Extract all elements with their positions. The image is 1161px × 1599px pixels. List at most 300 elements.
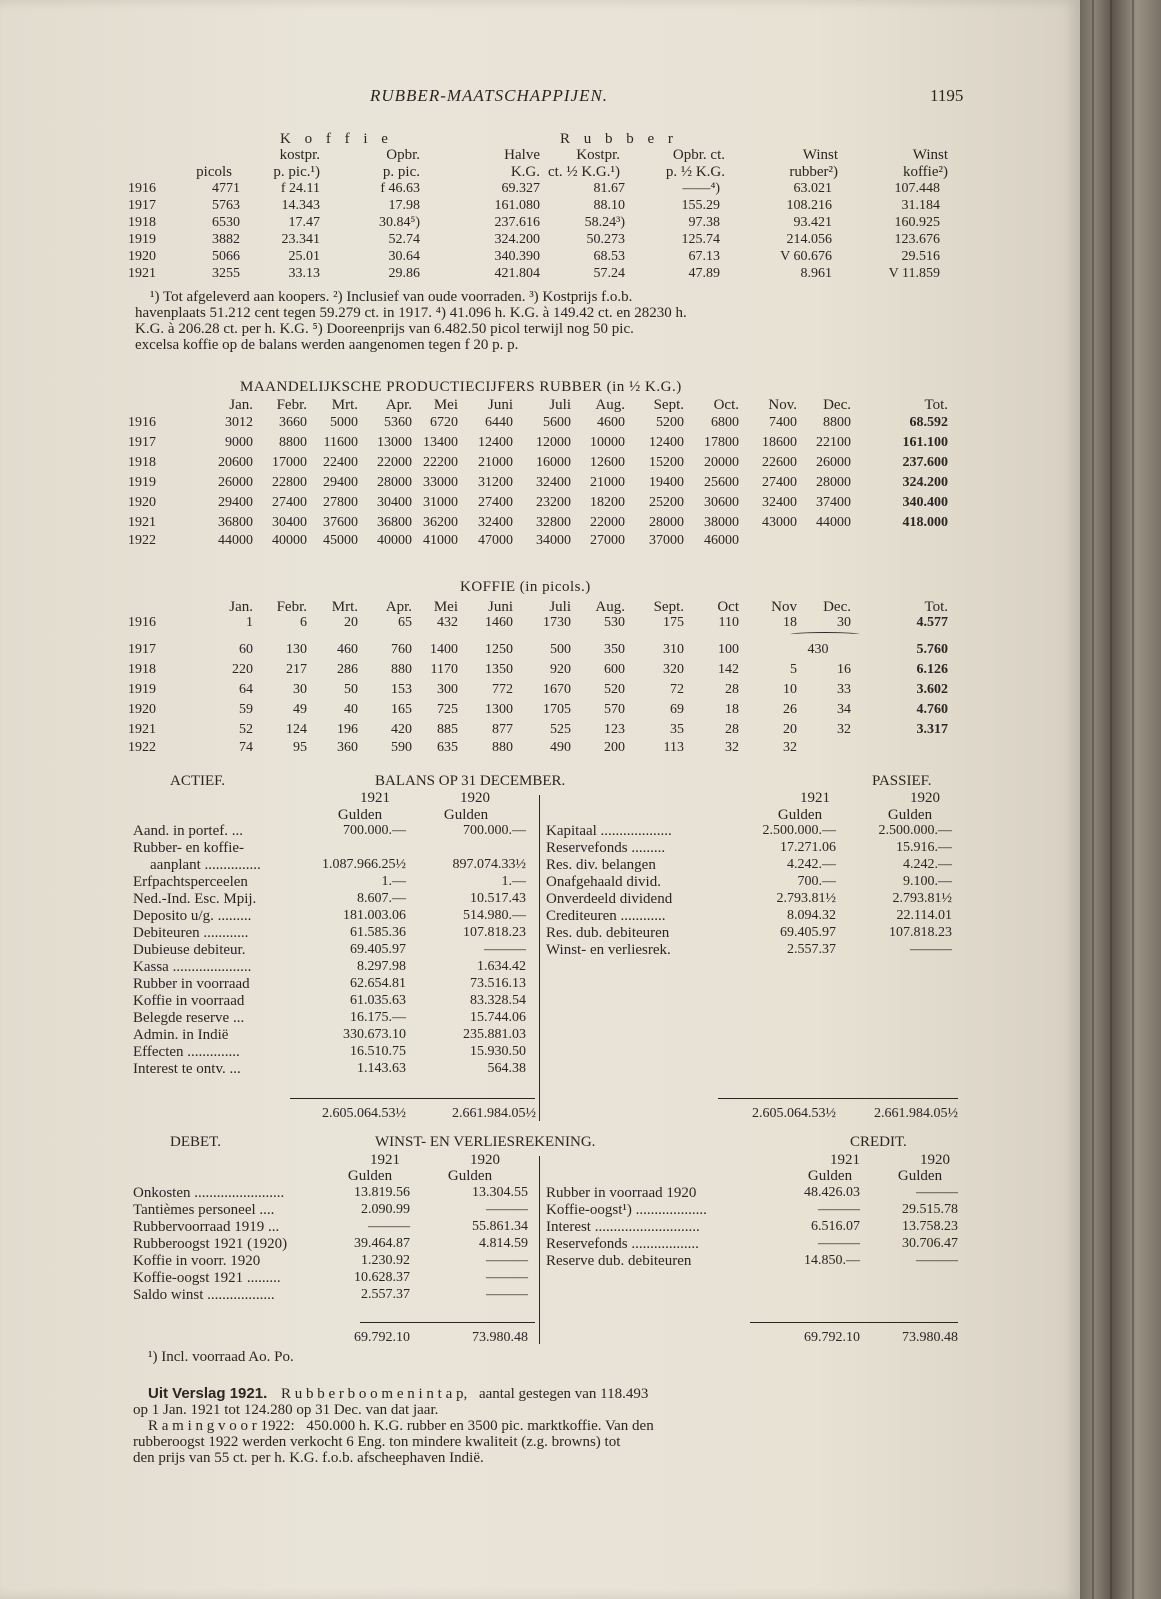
table-cell: 217 xyxy=(286,662,307,677)
column-header: Opbr. xyxy=(386,147,420,163)
unit-header: Gulden xyxy=(897,1168,943,1184)
asset-value-1921: 330.673.10 xyxy=(343,1027,406,1042)
table-cell: 27400 xyxy=(272,495,307,510)
table-cell: 113 xyxy=(663,740,684,755)
page-header-title: RUBBER-MAATSCHAPPIJEN. xyxy=(370,86,609,105)
table-cell: 58.24³) xyxy=(584,215,625,230)
liability-label: Res. div. belangen xyxy=(546,857,656,873)
debet-label: Saldo winst .................. xyxy=(133,1287,275,1303)
table-cell: 161.080 xyxy=(494,198,540,213)
asset-value-1920: 83.328.54 xyxy=(470,993,526,1008)
year-cell: 1921 xyxy=(128,515,156,530)
table-cell: 6.126 xyxy=(916,662,948,677)
table-cell: 65 xyxy=(398,615,412,630)
table-cell: 57.24 xyxy=(593,266,625,281)
column-header: koffie²) xyxy=(902,164,948,180)
merged-cell: 430 xyxy=(807,642,829,657)
debet-value-1921: 1.230.92 xyxy=(361,1253,410,1268)
table-cell: 220 xyxy=(232,662,253,677)
asset-value-1921: 61.035.63 xyxy=(350,993,406,1008)
unit-header: Gulden xyxy=(447,1168,493,1184)
asset-value-1920: 1.634.42 xyxy=(477,959,526,974)
table-cell: 88.10 xyxy=(593,198,625,213)
debet-label: Onkosten ........................ xyxy=(133,1185,285,1201)
table-cell: 22800 xyxy=(272,475,307,490)
table-cell: 47.89 xyxy=(688,266,720,281)
table-cell: 26000 xyxy=(218,475,253,490)
pl-left-title: DEBET. xyxy=(170,1134,221,1150)
table-cell: 130 xyxy=(286,642,307,657)
total-rule xyxy=(290,1098,535,1099)
total-1921: 2.605.064.53½ xyxy=(752,1106,836,1121)
table-cell: 3882 xyxy=(212,232,240,247)
table-cell: 33 xyxy=(837,682,851,697)
table-cell: 7400 xyxy=(769,415,797,430)
table-cell: 36800 xyxy=(218,515,253,530)
liability-label: Kapitaal ................... xyxy=(546,823,672,839)
table-cell: 123.676 xyxy=(894,232,940,247)
table-cell: 17800 xyxy=(704,435,739,450)
asset-label: Erfpachtsperceelen xyxy=(133,874,248,890)
liability-value-1921: 4.242.— xyxy=(787,857,836,872)
report-spaced-phrase: R u b b e r b o o m e n i n t a p, xyxy=(281,1386,468,1402)
koffie-group-label: K o f f i e xyxy=(280,131,393,147)
asset-value-1920: 73.516.13 xyxy=(470,976,526,991)
table-cell: 20000 xyxy=(704,455,739,470)
unit-header: Gulden xyxy=(347,1168,393,1184)
month-header: Nov xyxy=(771,599,797,615)
table-cell: 50.273 xyxy=(586,232,625,247)
table-cell: 6720 xyxy=(430,415,458,430)
table-cell: 30400 xyxy=(377,495,412,510)
total-1920: 73.980.48 xyxy=(902,1330,958,1345)
month-header: Tot. xyxy=(924,397,948,413)
table-cell: 19400 xyxy=(649,475,684,490)
month-header: Mrt. xyxy=(331,397,358,413)
credit-value-1920: 13.758.23 xyxy=(902,1219,958,1234)
footnote-line: excelsa koffie op de balans werden aangenomen tegen f 20 p. p. xyxy=(135,337,519,353)
credit-value-1921: 14.850.— xyxy=(804,1253,860,1268)
month-header: Febr. xyxy=(276,397,307,413)
table-cell: 772 xyxy=(492,682,513,697)
table-cell: 28000 xyxy=(377,475,412,490)
debet-value-1921: 2.557.37 xyxy=(361,1287,410,1302)
table-cell: 5.760 xyxy=(916,642,948,657)
table-cell: 570 xyxy=(604,702,625,717)
column-header: ct. ½ K.G.¹) xyxy=(548,164,620,180)
year-header: 1921 xyxy=(830,1152,860,1168)
table-cell: 13000 xyxy=(377,435,412,450)
column-divider xyxy=(539,795,540,1121)
table-cell: 37400 xyxy=(816,495,851,510)
table-cell: 22400 xyxy=(323,455,358,470)
table-cell: 27400 xyxy=(762,475,797,490)
table-cell: 40000 xyxy=(272,533,307,548)
total-rule xyxy=(750,1322,958,1323)
table-cell: ——⁴) xyxy=(682,181,720,196)
asset-label: Belegde reserve ... xyxy=(133,1010,245,1026)
table-cell: 37000 xyxy=(649,533,684,548)
table-cell: 6440 xyxy=(485,415,513,430)
debet-label: Rubberoogst 1921 (1920) xyxy=(133,1236,288,1252)
table-cell: 25200 xyxy=(649,495,684,510)
table-cell: 3.602 xyxy=(916,682,948,697)
column-header: Opbr. ct. xyxy=(672,147,725,163)
year-header: 1920 xyxy=(920,1152,950,1168)
table-cell: 38000 xyxy=(704,515,739,530)
table-cell: 69 xyxy=(670,702,684,717)
table-cell: 26000 xyxy=(816,455,851,470)
table-cell: 22200 xyxy=(423,455,458,470)
table-cell: 17000 xyxy=(272,455,307,470)
table-cell: 125.74 xyxy=(681,232,720,247)
table-cell: 124 xyxy=(286,722,307,737)
table-cell: 324.200 xyxy=(902,475,948,490)
asset-label: Kassa ..................... xyxy=(133,959,252,975)
year-cell: 1919 xyxy=(128,475,156,490)
liability-value-1921: 17.271.06 xyxy=(780,840,836,855)
table-cell: 68.592 xyxy=(909,415,948,430)
rubber-group-label: R u b b e r xyxy=(560,131,678,147)
table-cell: 920 xyxy=(550,662,571,677)
table-cell: 16000 xyxy=(536,455,571,470)
table-cell: 20 xyxy=(783,722,797,737)
table-cell: 52 xyxy=(239,722,253,737)
table-cell: 60 xyxy=(239,642,253,657)
table-cell: 5066 xyxy=(212,249,240,264)
column-header: picols xyxy=(196,164,232,180)
debet-value-1920: ——— xyxy=(486,1270,528,1285)
asset-value-1920: 700.000.— xyxy=(463,823,526,838)
year-cell: 1918 xyxy=(128,455,156,470)
credit-label: Interest ............................ xyxy=(546,1219,700,1235)
asset-value-1921: 16.510.75 xyxy=(350,1044,406,1059)
month-header: Jan. xyxy=(229,397,253,413)
table-cell: 310 xyxy=(663,642,684,657)
year-cell: 1916 xyxy=(128,415,156,430)
report-text: aantal gestegen van 118.493 xyxy=(478,1386,649,1402)
liability-value-1920: 2.793.81½ xyxy=(892,891,952,906)
table-cell: 63.021 xyxy=(793,181,832,196)
table-cell: 32400 xyxy=(536,475,571,490)
table-cell: 4.760 xyxy=(916,702,948,717)
table-cell: 36800 xyxy=(377,515,412,530)
table-cell: 35 xyxy=(670,722,684,737)
debet-value-1920: 13.304.55 xyxy=(472,1185,528,1200)
table-cell: 13400 xyxy=(423,435,458,450)
table-cell: 100 xyxy=(718,642,739,657)
table-cell: 460 xyxy=(337,642,358,657)
table-cell: 64 xyxy=(239,682,253,697)
debet-label: Koffie in voorr. 1920 xyxy=(133,1253,261,1269)
table-cell: 21000 xyxy=(478,455,513,470)
table-cell: 12600 xyxy=(590,455,625,470)
table-cell: 108.216 xyxy=(786,198,832,213)
credit-value-1920: ——— xyxy=(916,1253,958,1268)
asset-value-1920: 897.074.33½ xyxy=(452,857,526,872)
year-header: 1921 xyxy=(800,790,830,806)
table-cell: 37600 xyxy=(323,515,358,530)
asset-value-1920: 15.744.06 xyxy=(470,1010,526,1025)
table-cell: 12400 xyxy=(478,435,513,450)
asset-value-1921: 1.— xyxy=(381,874,406,889)
asset-value-1921: 16.175.— xyxy=(350,1010,406,1025)
liability-label: Crediteuren ............ xyxy=(546,908,666,924)
table-cell: 29.86 xyxy=(388,266,420,281)
column-divider xyxy=(539,1156,540,1344)
table-cell: 161.100 xyxy=(902,435,948,450)
asset-value-1921: 62.654.81 xyxy=(350,976,406,991)
table-cell: 320 xyxy=(663,662,684,677)
table-cell: 30.64 xyxy=(388,249,420,264)
liability-label: Onafgehaald divid. xyxy=(546,874,661,890)
table-cell: 27000 xyxy=(590,533,625,548)
table-cell: 1460 xyxy=(485,615,513,630)
year-cell: 1916 xyxy=(128,181,156,196)
table-cell: 40000 xyxy=(377,533,412,548)
table-cell: 14.343 xyxy=(281,198,320,213)
unit-header: Gulden xyxy=(337,807,383,823)
table-cell: 29.516 xyxy=(901,249,940,264)
month-header: Juli xyxy=(549,397,571,413)
table-cell: 1250 xyxy=(485,642,513,657)
asset-label: Admin. in Indië xyxy=(133,1027,229,1043)
table-cell: 155.29 xyxy=(681,198,720,213)
table-cell: 28000 xyxy=(649,515,684,530)
unit-header: Gulden xyxy=(443,807,489,823)
year-cell: 1917 xyxy=(128,435,156,450)
balance-right-title: PASSIEF. xyxy=(872,773,932,789)
table-cell: f 46.63 xyxy=(380,181,420,196)
table-cell: 6800 xyxy=(711,415,739,430)
report-line-2: op 1 Jan. 1921 tot 124.280 op 31 Dec. van dat jaar. xyxy=(133,1402,439,1418)
table-cell: 33000 xyxy=(423,475,458,490)
table-cell: 93.421 xyxy=(793,215,832,230)
month-header: Nov. xyxy=(768,397,797,413)
table-cell: 69.327 xyxy=(501,181,540,196)
asset-label: Rubber- en koffie- xyxy=(133,840,245,856)
total-1920: 2.661.984.05½ xyxy=(452,1106,536,1121)
table-cell: 52.74 xyxy=(388,232,420,247)
monthly-rubber-title: MAANDELIJKSCHE PRODUCTIECIJFERS RUBBER (in ½ K.G.) xyxy=(240,379,682,395)
total-rule xyxy=(360,1322,535,1323)
table-cell: 20600 xyxy=(218,455,253,470)
table-cell: 1400 xyxy=(430,642,458,657)
pl-center-title: WINST- EN VERLIESREKENING. xyxy=(375,1134,596,1150)
table-cell: 15200 xyxy=(649,455,684,470)
asset-value-1920: 1.— xyxy=(501,874,526,889)
table-cell: 1705 xyxy=(543,702,571,717)
table-cell: 286 xyxy=(337,662,358,677)
asset-label: Interest te ontv. ... xyxy=(133,1061,241,1077)
table-cell: 520 xyxy=(604,682,625,697)
credit-value-1921: ——— xyxy=(818,1236,860,1251)
table-cell: 142 xyxy=(718,662,739,677)
table-cell: 4600 xyxy=(597,415,625,430)
debet-label: Rubbervoorraad 1919 ... xyxy=(133,1219,280,1235)
table-cell: 1300 xyxy=(485,702,513,717)
table-cell: 22100 xyxy=(816,435,851,450)
credit-value-1921: 48.426.03 xyxy=(804,1185,860,1200)
month-header: Apr. xyxy=(385,599,412,615)
book-binding-gutter xyxy=(1080,0,1161,1599)
debet-value-1921: 2.090.99 xyxy=(361,1202,410,1217)
table-cell: f 24.11 xyxy=(280,181,320,196)
liability-label: Reservefonds ......... xyxy=(546,840,666,856)
credit-label: Koffie-oogst¹) ................... xyxy=(546,1202,707,1218)
asset-value-1920: 15.930.50 xyxy=(470,1044,526,1059)
table-cell: 31000 xyxy=(423,495,458,510)
table-cell: 22000 xyxy=(377,455,412,470)
debet-value-1920: 4.814.59 xyxy=(479,1236,528,1251)
month-header: Jan. xyxy=(229,599,253,615)
table-cell: 50 xyxy=(344,682,358,697)
asset-label: Aand. in portef. ... xyxy=(133,823,243,839)
table-cell: 10000 xyxy=(590,435,625,450)
asset-value-1921: 700.000.— xyxy=(343,823,406,838)
debet-label: Tantièmes personeel .... xyxy=(133,1202,275,1218)
table-cell: 23.341 xyxy=(281,232,320,247)
table-cell: 59 xyxy=(239,702,253,717)
debet-value-1921: ——— xyxy=(368,1219,410,1234)
month-header: Dec. xyxy=(823,397,851,413)
liability-value-1921: 69.405.97 xyxy=(780,925,836,940)
month-header: Tot. xyxy=(924,599,948,615)
table-cell: 41000 xyxy=(423,533,458,548)
asset-label: Dubieuse debiteur. xyxy=(133,942,246,958)
table-cell: 525 xyxy=(550,722,571,737)
table-cell: 5000 xyxy=(330,415,358,430)
table-cell: 47000 xyxy=(478,533,513,548)
table-cell: 200 xyxy=(604,740,625,755)
table-cell: 165 xyxy=(391,702,412,717)
table-cell: 1730 xyxy=(543,615,571,630)
table-cell: V 11.859 xyxy=(888,266,940,281)
table-cell: 27400 xyxy=(478,495,513,510)
table-cell: 760 xyxy=(391,642,412,657)
table-cell: 300 xyxy=(437,682,458,697)
month-header: Mei xyxy=(433,397,458,413)
report-text: 450.000 h. K.G. rubber en 3500 pic. marktkoffie. Van den xyxy=(306,1418,654,1434)
table-cell: 153 xyxy=(391,682,412,697)
table-cell: 600 xyxy=(604,662,625,677)
credit-value-1920: 29.515.78 xyxy=(902,1202,958,1217)
table-cell: 18600 xyxy=(762,435,797,450)
year-cell: 1916 xyxy=(128,615,156,630)
liability-value-1920: 4.242.— xyxy=(903,857,952,872)
table-cell: 11600 xyxy=(323,435,358,450)
credit-value-1921: ——— xyxy=(818,1202,860,1217)
year-header: 1920 xyxy=(460,790,490,806)
asset-value-1920: 10.517.43 xyxy=(470,891,526,906)
month-header: Sept. xyxy=(653,599,684,615)
table-cell: 6 xyxy=(300,615,307,630)
table-cell: 30 xyxy=(837,615,851,630)
asset-value-1921: 1.087.966.25½ xyxy=(322,857,406,872)
table-cell: 324.200 xyxy=(494,232,540,247)
month-header: Juni xyxy=(487,599,513,615)
table-cell: 34000 xyxy=(536,533,571,548)
asset-label: Deposito u/g. ......... xyxy=(133,908,252,924)
table-cell: 29400 xyxy=(218,495,253,510)
table-cell: 25600 xyxy=(704,475,739,490)
month-header: Oct xyxy=(717,599,739,615)
table-cell: 30600 xyxy=(704,495,739,510)
table-cell: 33.13 xyxy=(288,266,320,281)
column-header: Winst xyxy=(912,147,948,163)
year-cell: 1917 xyxy=(128,642,156,657)
table-cell: 196 xyxy=(337,722,358,737)
month-header: Oct. xyxy=(713,397,739,413)
table-cell: 32 xyxy=(783,740,797,755)
table-cell: V 60.676 xyxy=(780,249,832,264)
year-cell: 1922 xyxy=(128,740,156,755)
month-header: Aug. xyxy=(595,599,625,615)
year-cell: 1917 xyxy=(128,198,156,213)
table-cell: 74 xyxy=(239,740,253,755)
table-cell: 36200 xyxy=(423,515,458,530)
table-cell: 32800 xyxy=(536,515,571,530)
table-cell: 340.390 xyxy=(494,249,540,264)
debet-label: Koffie-oogst 1921 ......... xyxy=(133,1270,281,1286)
table-cell: 110 xyxy=(718,615,739,630)
asset-value-1920: 235.881.03 xyxy=(463,1027,526,1042)
footnote-line: ¹) Tot afgeleverd aan koopers. ²) Inclusief van oude voorraden. ³) Kostprijs f.o.b. xyxy=(150,289,633,305)
table-cell: 3.317 xyxy=(916,722,948,737)
year-header: 1920 xyxy=(910,790,940,806)
table-cell: 21000 xyxy=(590,475,625,490)
table-cell: 1170 xyxy=(430,662,458,677)
table-cell: 4771 xyxy=(212,181,240,196)
unit-header: Gulden xyxy=(777,807,823,823)
footnote-line: K.G. à 206.28 ct. per h. K.G. ⁵) Dooreenprijs van 6.482.50 picol terwijl nog 50 pic. xyxy=(135,321,634,337)
liability-value-1920: 9.100.— xyxy=(903,874,952,889)
total-1921: 2.605.064.53½ xyxy=(322,1106,406,1121)
total-1921: 69.792.10 xyxy=(804,1330,860,1345)
liability-value-1921: 2.500.000.— xyxy=(762,823,836,838)
table-cell: 421.804 xyxy=(494,266,540,281)
asset-value-1921: 8.607.— xyxy=(357,891,406,906)
month-header: Juli xyxy=(549,599,571,615)
table-cell: 1670 xyxy=(543,682,571,697)
liability-label: Onverdeeld dividend xyxy=(546,891,673,907)
month-header: Febr. xyxy=(276,599,307,615)
asset-value-1920: 514.980.— xyxy=(463,908,526,923)
monthly-koffie-title: KOFFIE (in picols.) xyxy=(460,579,591,595)
year-cell: 1920 xyxy=(128,495,156,510)
credit-label: Reserve dub. debiteuren xyxy=(546,1253,692,1269)
table-cell: 27800 xyxy=(323,495,358,510)
liability-value-1921: 2.557.37 xyxy=(787,942,836,957)
total-rule xyxy=(718,1098,958,1099)
table-cell: 44000 xyxy=(816,515,851,530)
debet-value-1920: ——— xyxy=(486,1287,528,1302)
table-cell: 28 xyxy=(725,682,739,697)
table-cell: 340.400 xyxy=(902,495,948,510)
asset-value-1921: 8.297.98 xyxy=(357,959,406,974)
asset-value-1920: 107.818.23 xyxy=(463,925,526,940)
column-header: p. pic. xyxy=(382,164,420,180)
table-cell: 12000 xyxy=(536,435,571,450)
liability-value-1920: 107.818.23 xyxy=(889,925,952,940)
table-cell: 360 xyxy=(337,740,358,755)
table-cell: 67.13 xyxy=(688,249,720,264)
table-cell: 95 xyxy=(293,740,307,755)
table-cell: 28000 xyxy=(816,475,851,490)
month-header: Sept. xyxy=(653,397,684,413)
table-cell: 31.184 xyxy=(901,198,940,213)
table-cell: 4.577 xyxy=(916,615,948,630)
